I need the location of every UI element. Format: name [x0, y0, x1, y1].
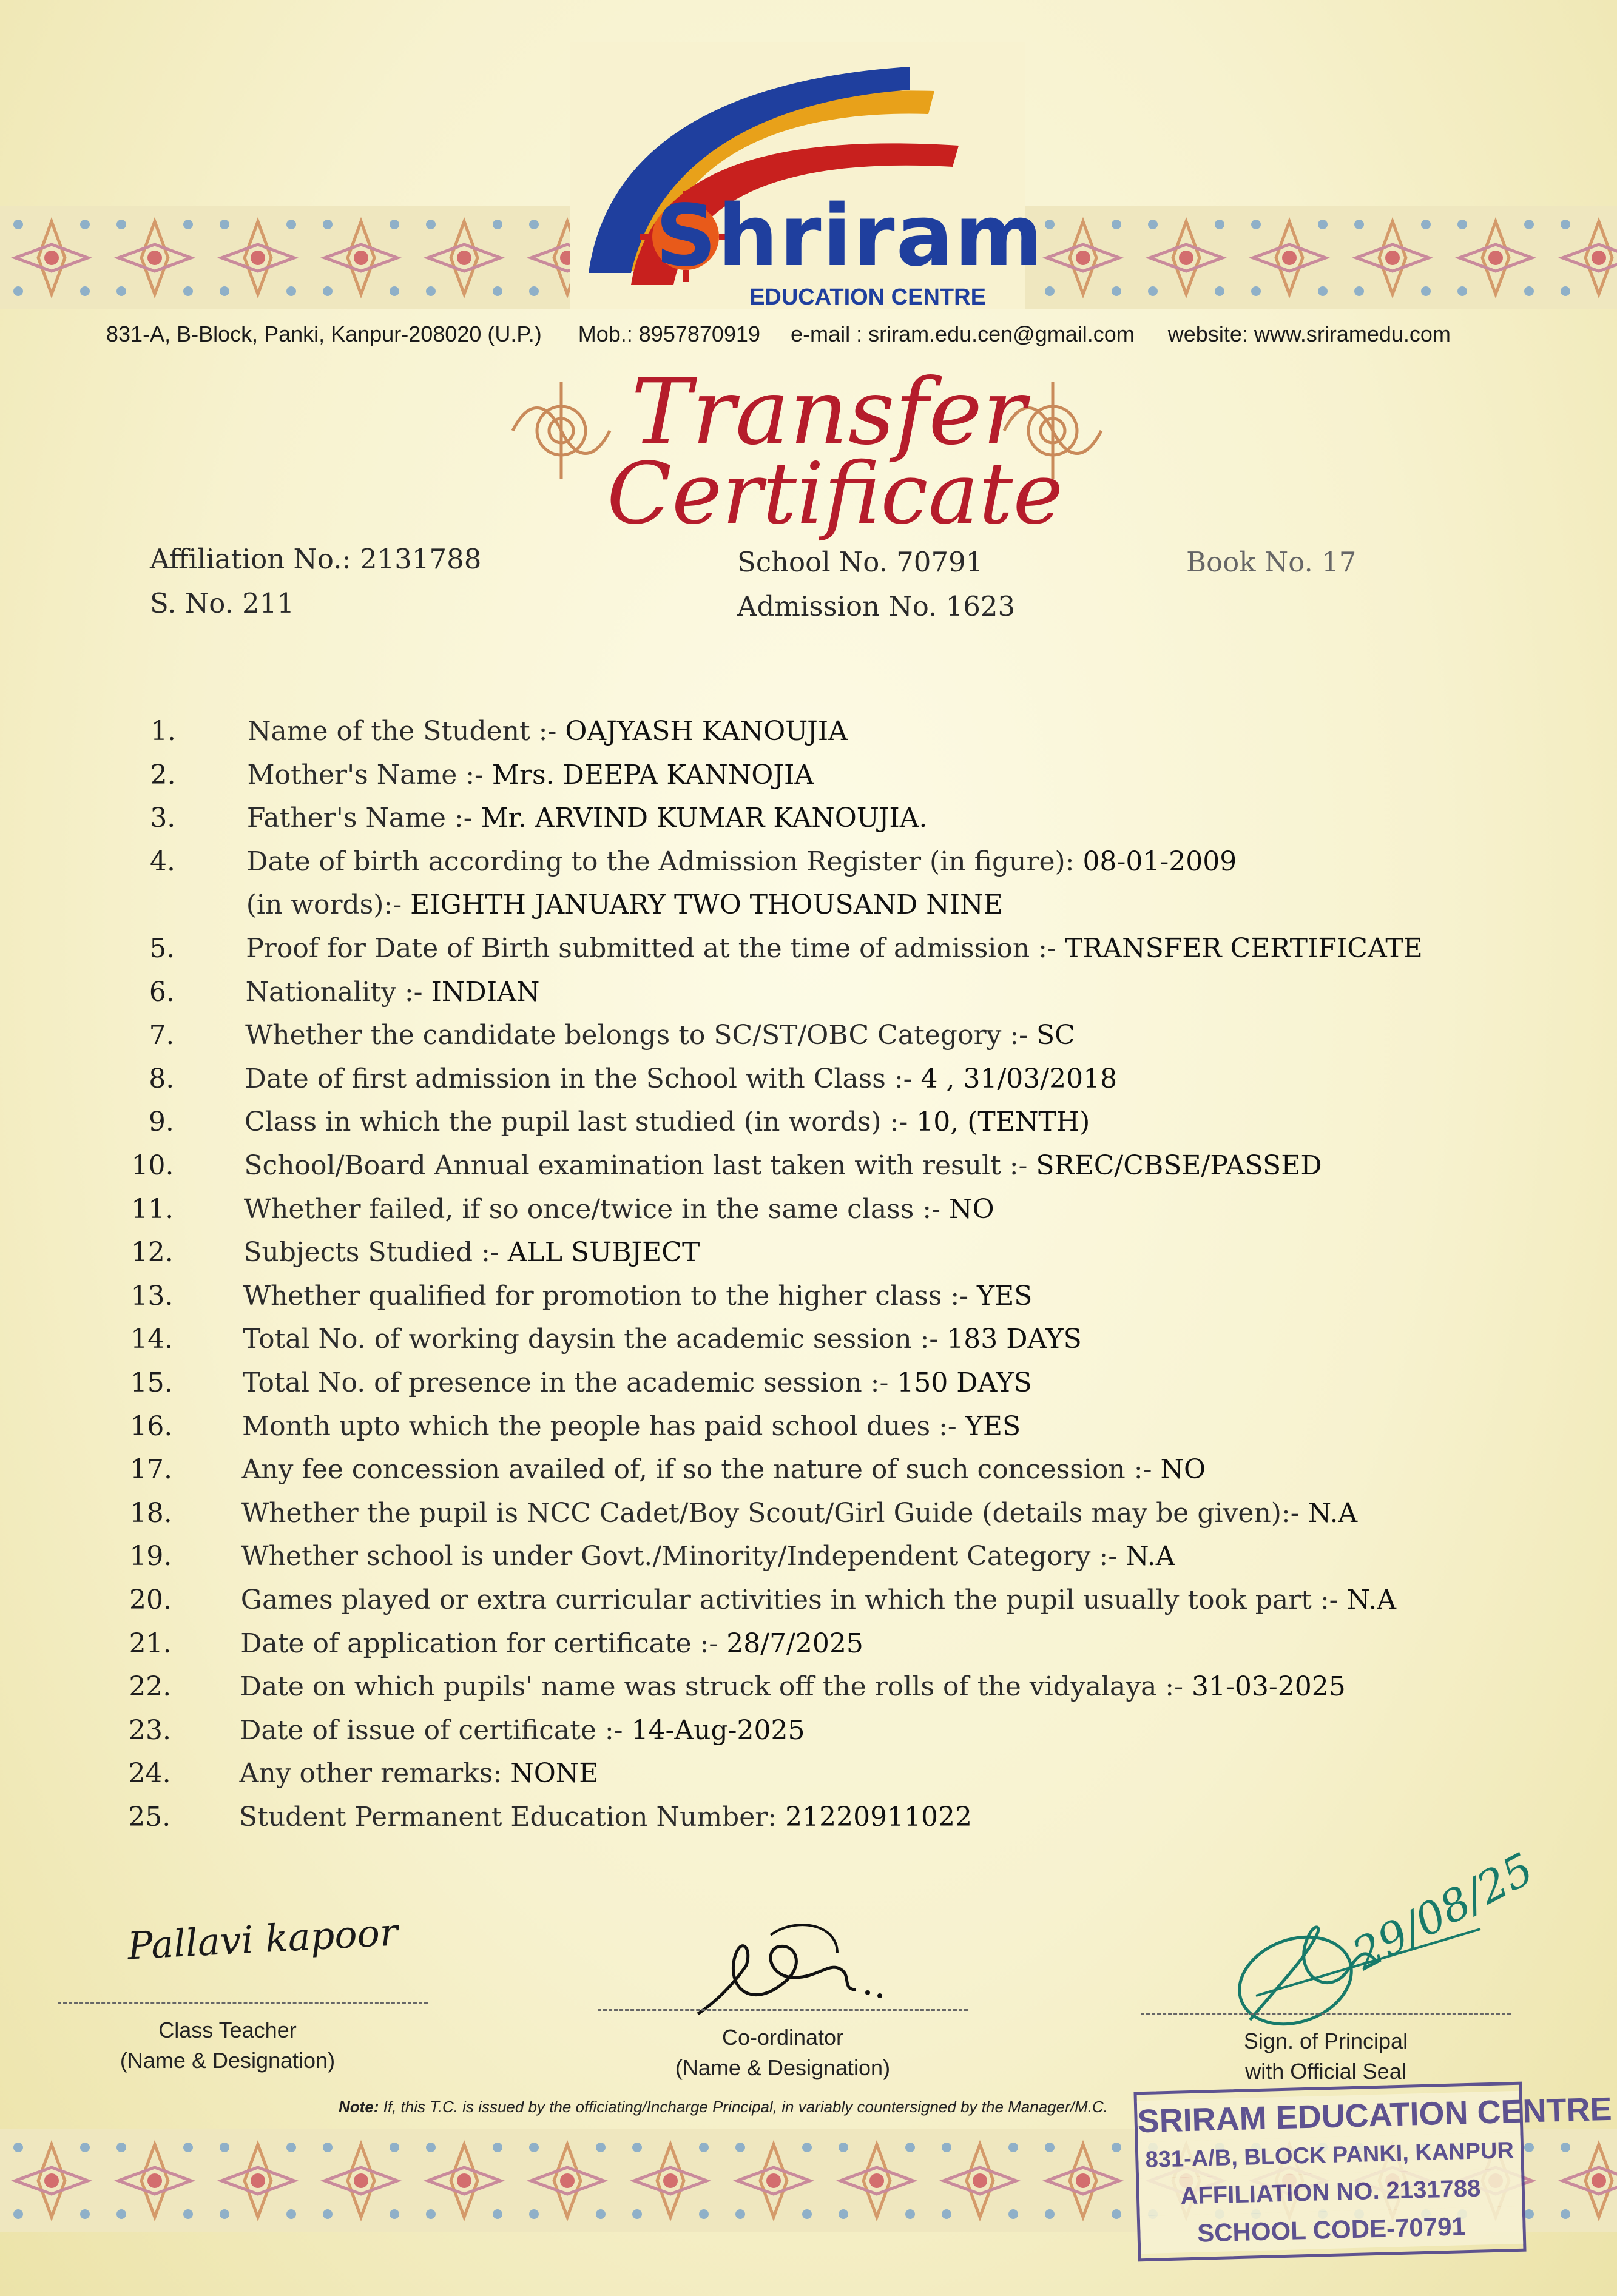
particular-row	[0, 1454, 1617, 1496]
stamp-line-school: SRIRAM EDUCATION CENTRE	[1137, 2091, 1521, 2142]
row-number: 23.	[128, 1714, 171, 1746]
row-value: 10, (TENTH)	[916, 1106, 1090, 1138]
row-number: 15.	[130, 1367, 173, 1398]
logo-wordmark: Shriram	[655, 187, 1044, 286]
row-text	[245, 1106, 1090, 1137]
row-value: NO	[1160, 1454, 1206, 1486]
row-text	[247, 803, 928, 833]
row-number: 2.	[150, 759, 176, 790]
affiliation-number: Affiliation No.: 2131788	[150, 543, 482, 575]
particular-row	[0, 1237, 1617, 1279]
row-number: 25.	[128, 1802, 171, 1833]
row-text	[241, 1541, 1175, 1572]
title-line-certificate: Certificate	[607, 445, 1064, 544]
row-label: Whether qualified for promotion to the higher class :-	[243, 1280, 977, 1311]
particular-row	[0, 1584, 1617, 1627]
row-number: 7.	[149, 1020, 175, 1051]
coordinator-label: Co-ordinator (Name & Designation)	[675, 2025, 891, 2080]
row-label: Whether failed, if so once/twice in the same class :-	[243, 1193, 949, 1225]
row-text	[244, 1150, 1322, 1181]
row-text	[246, 846, 1237, 877]
particular-row	[0, 1758, 1617, 1800]
row-number: 6.	[149, 976, 175, 1008]
particular-row	[0, 1628, 1617, 1671]
footer-note-text: If, this T.C. is issued by the officiating/Incharge Principal, in variably countersigned by the Manager/M.C.	[379, 2098, 1108, 2116]
principal-label: Sign. of Principal with Official Seal	[1243, 2028, 1408, 2084]
book-number: Book No. 17	[1186, 546, 1357, 578]
stamp-line-school-code: SCHOOL CODE-70791	[1140, 2206, 1523, 2254]
certificate-title	[595, 360, 1064, 546]
particular-row	[0, 1541, 1617, 1583]
row-label: School/Board Annual examination last taken with result :-	[244, 1150, 1036, 1181]
row-label: Any fee concession availed of, if so the nature of such concession :-	[241, 1454, 1161, 1486]
stamp-line-address: 831-A/B, BLOCK PANKI, KANPUR	[1138, 2132, 1521, 2178]
admission-number: Admission No. 1623	[737, 590, 1016, 622]
row-text	[241, 1498, 1357, 1529]
row-value: SREC/CBSE/PASSED	[1036, 1150, 1322, 1181]
row-value: TRANSFER CERTIFICATE	[1064, 933, 1423, 964]
row-number: 16.	[130, 1410, 173, 1442]
row-text	[245, 1020, 1075, 1051]
particular-row	[0, 1411, 1617, 1453]
particular-row	[0, 803, 1617, 845]
row-value: 150 DAYS	[897, 1367, 1032, 1398]
row-text	[240, 1758, 599, 1789]
particular-row	[0, 1715, 1617, 1757]
row-text	[247, 759, 814, 790]
row-number: 4.	[149, 846, 175, 877]
row-number: 11.	[131, 1193, 174, 1225]
logo-subtitle: EDUCATION CENTRE	[749, 284, 986, 310]
title-line-transfer: Transfer	[631, 360, 1026, 465]
row-text	[240, 1628, 863, 1659]
row-label: Any other remarks:	[239, 1758, 511, 1789]
row-label: (in words):-	[246, 889, 411, 921]
particular-row	[0, 1281, 1617, 1323]
row-number: 8.	[149, 1063, 175, 1094]
row-text	[241, 1584, 1396, 1615]
principal-sign-line	[1141, 2013, 1511, 2015]
particular-row	[0, 1020, 1617, 1062]
row-value: N.A	[1308, 1497, 1358, 1529]
row-value: YES	[965, 1410, 1021, 1442]
row-label: Name of the Student :-	[248, 716, 565, 747]
row-value: EIGHTH JANUARY TWO THOUSAND NINE	[410, 889, 1003, 921]
row-label: Whether school is under Govt./Minority/Independent Category :-	[241, 1541, 1126, 1572]
row-text	[240, 1671, 1346, 1702]
principal-handwritten-date: 29/08/25	[1344, 1843, 1542, 1980]
row-number: 12.	[130, 1237, 174, 1268]
particular-row	[0, 1671, 1617, 1714]
row-label: Subjects Studied :-	[243, 1237, 508, 1268]
row-value: 28/7/2025	[726, 1628, 863, 1659]
row-text	[243, 1367, 1032, 1398]
row-value: 183 DAYS	[947, 1324, 1082, 1355]
school-email: e-mail : sriram.edu.cen@gmail.com	[791, 322, 1135, 346]
row-value: NONE	[510, 1758, 599, 1789]
row-value: Mrs. DEEPA KANNOJIA	[491, 759, 814, 790]
row-text	[243, 1237, 700, 1268]
row-label: Games played or extra curricular activities in which the pupil usually took part :-	[240, 1584, 1347, 1615]
row-value: 4 , 31/03/2018	[920, 1063, 1118, 1094]
row-value: YES	[977, 1280, 1033, 1311]
row-number: 22.	[129, 1671, 172, 1703]
school-number: School No. 70791	[737, 546, 984, 578]
row-value: ALL SUBJECT	[507, 1237, 700, 1268]
school-mobile: Mob.: 8957870919	[578, 322, 761, 346]
row-text	[241, 1454, 1206, 1485]
particular-row	[0, 1106, 1617, 1149]
row-value: 31-03-2025	[1192, 1671, 1346, 1703]
row-number: 21.	[129, 1628, 172, 1659]
serial-number: S. No. 211	[150, 587, 295, 619]
row-label: Whether the candidate belongs to SC/ST/OBC Category :-	[245, 1020, 1037, 1051]
row-text	[243, 1281, 1033, 1311]
particular-row	[0, 1498, 1617, 1540]
particular-row	[0, 846, 1617, 889]
row-number: 10.	[131, 1150, 174, 1181]
row-label: Date of birth according to the Admission Register (in figure):	[246, 846, 1083, 877]
row-text	[242, 1411, 1021, 1442]
official-seal-stamp	[1133, 2082, 1613, 2262]
row-value: NO	[948, 1193, 994, 1225]
row-value: 21220911022	[785, 1802, 973, 1833]
row-label: Date on which pupils' name was struck off the rolls of the vidyalaya :-	[240, 1671, 1192, 1703]
row-label: Class in which the pupil last studied (in words) :-	[244, 1106, 917, 1138]
class-teacher-label: Class Teacher (Name & Designation)	[120, 2018, 336, 2073]
row-number: 13.	[130, 1280, 174, 1311]
row-label: Student Permanent Education Number:	[239, 1802, 786, 1833]
row-number: 14.	[130, 1324, 174, 1355]
row-value: INDIAN	[431, 976, 540, 1008]
row-number: 3.	[150, 803, 176, 834]
row-value: 08-01-2009	[1082, 846, 1237, 877]
row-value: Mr. ARVIND KUMAR KANOUJIA.	[481, 803, 928, 834]
row-text	[239, 1802, 972, 1833]
row-number: 1.	[150, 716, 176, 747]
school-contact-line	[106, 322, 1526, 347]
stamp-line-affiliation: AFFILIATION NO. 2131788	[1139, 2169, 1522, 2216]
row-number: 9.	[148, 1106, 174, 1138]
row-number: 24.	[128, 1758, 171, 1789]
row-text	[248, 716, 848, 747]
school-logo	[570, 42, 1044, 310]
row-text	[243, 1324, 1082, 1355]
row-number: 17.	[130, 1454, 173, 1486]
particular-row	[0, 1367, 1617, 1410]
row-text	[245, 1063, 1118, 1094]
row-number: 20.	[129, 1584, 172, 1615]
particular-row	[0, 889, 1617, 932]
row-label: Proof for Date of Birth submitted at the time of admission :-	[246, 933, 1065, 964]
row-value: SC	[1036, 1020, 1075, 1051]
row-label: Nationality :-	[245, 976, 431, 1008]
class-teacher-sign-line	[58, 2002, 428, 2004]
row-number: 18.	[129, 1497, 172, 1529]
particular-row	[0, 1150, 1617, 1193]
class-teacher-signature: Pallavi kapoor	[126, 1910, 399, 1968]
row-text	[240, 1715, 805, 1746]
row-label: Month upto which the people has paid school dues :-	[242, 1410, 965, 1442]
row-text	[246, 977, 540, 1008]
footer-note	[339, 2098, 1108, 2116]
school-address: 831-A, B-Block, Panki, Kanpur-208020 (U.P.)	[106, 322, 542, 346]
row-label: Date of application for certificate :-	[240, 1628, 727, 1659]
row-label: Date of issue of certificate :-	[240, 1714, 632, 1746]
row-text	[246, 889, 1003, 920]
particular-row	[0, 1063, 1617, 1106]
coordinator-sign-line	[598, 2009, 968, 2011]
row-value: 14-Aug-2025	[631, 1714, 805, 1746]
row-label: Father's Name :-	[246, 803, 481, 834]
particular-row	[0, 1324, 1617, 1366]
particular-row	[0, 933, 1617, 975]
row-number: 19.	[129, 1541, 172, 1572]
row-label: Mother's Name :-	[247, 759, 492, 790]
row-value: N.A	[1346, 1584, 1396, 1615]
row-label: Date of first admission in the School with Class :-	[245, 1063, 921, 1094]
particular-row	[0, 716, 1617, 758]
row-text	[244, 1194, 994, 1225]
row-label: Total No. of working daysin the academic session :-	[243, 1324, 947, 1355]
row-text	[246, 933, 1423, 964]
row-value: N.A	[1126, 1541, 1175, 1572]
row-label: Whether the pupil is NCC Cadet/Boy Scout/Girl Guide (details may be given):-	[241, 1497, 1308, 1529]
row-number: 5.	[149, 933, 175, 964]
row-value: OAJYASH KANOUJIA	[565, 716, 848, 747]
footer-note-prefix: Note:	[339, 2098, 379, 2116]
particular-row	[0, 1802, 1617, 1844]
school-website: website: www.sriramedu.com	[1167, 322, 1451, 346]
particular-row	[0, 977, 1617, 1019]
particular-row	[0, 759, 1617, 802]
row-label: Total No. of presence in the academic session :-	[242, 1367, 897, 1398]
particular-row	[0, 1194, 1617, 1236]
coordinator-signature	[680, 1911, 898, 2032]
